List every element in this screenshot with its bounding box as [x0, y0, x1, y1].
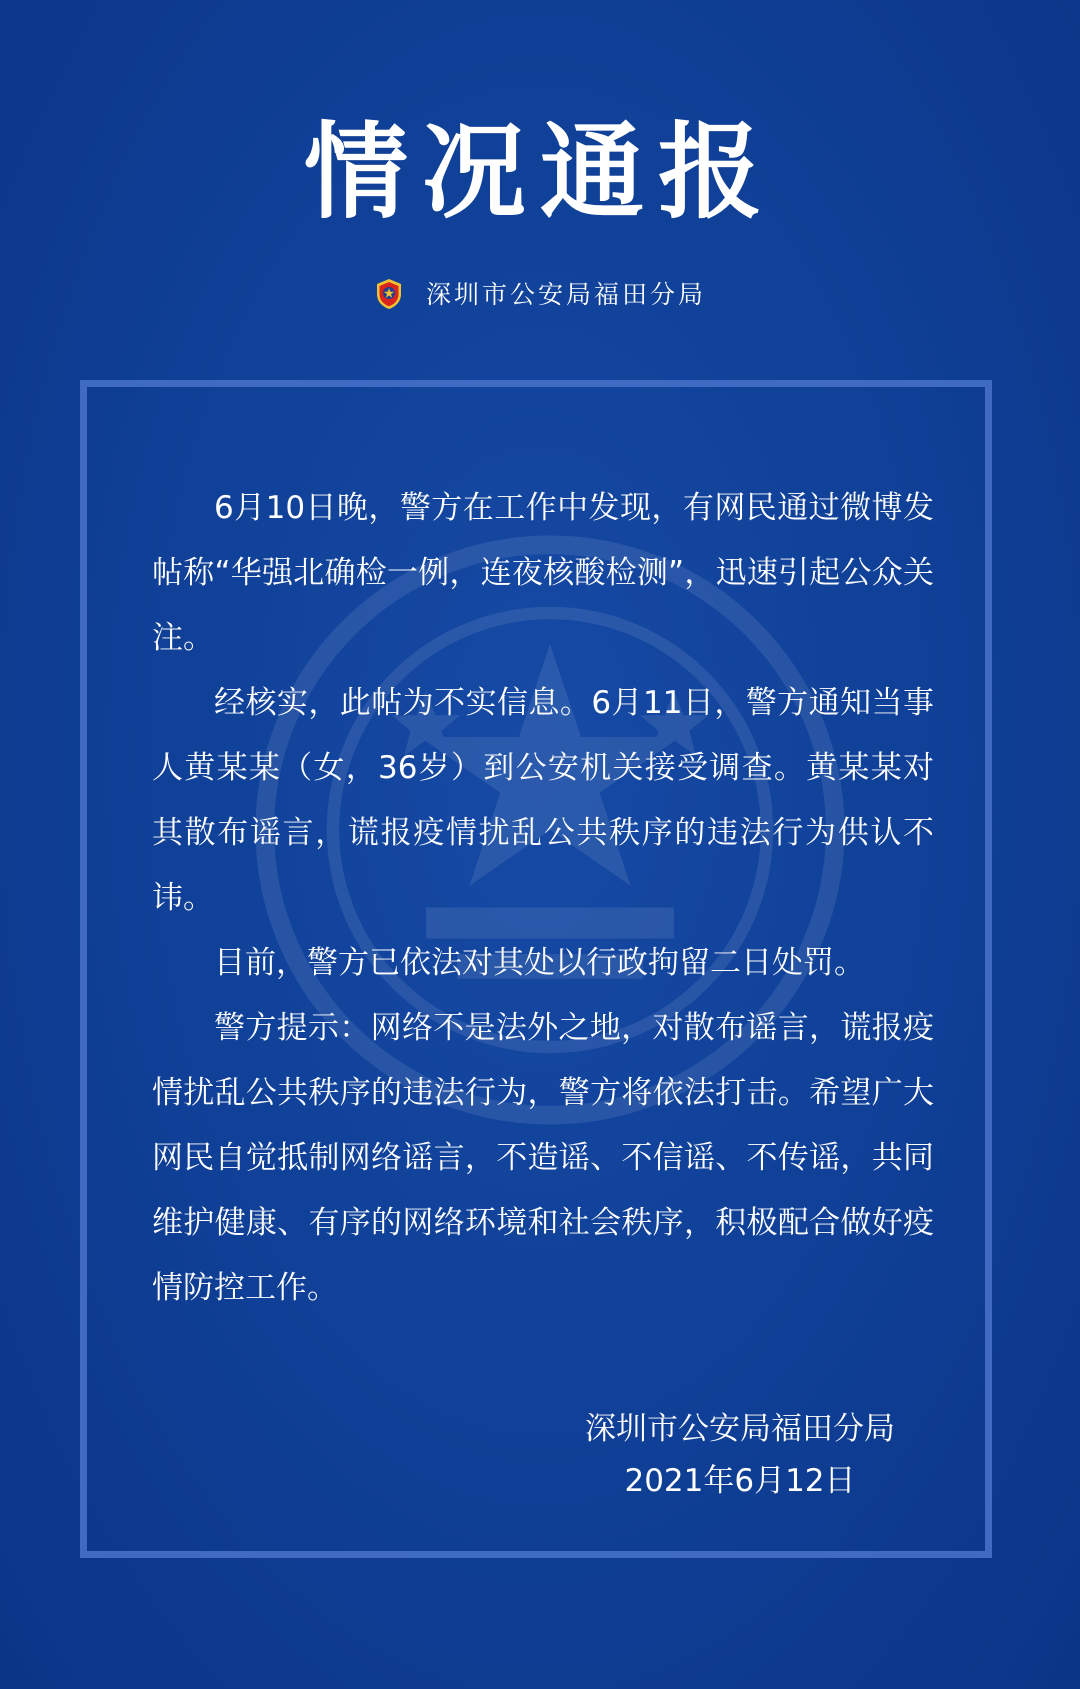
signature-block	[540, 1403, 940, 1507]
paragraph-2: 经核实，此帖为不实信息。6月11日，警方通知当事人黄某某（女，36岁）到公安机关接受调查。黄某某对其散布谣言，谎报疫情扰乱公共秩序的违法行为供认不讳。	[152, 685, 934, 916]
signature-date: 2021年6月12日	[624, 1463, 856, 1499]
signature-organization: 深圳市公安局福田分局	[585, 1411, 895, 1447]
notice-body	[152, 476, 934, 1321]
paragraph-3: 目前，警方已依法对其处以行政拘留二日处罚。	[214, 945, 865, 981]
paragraph-1: 6月10日晚，警方在工作中发现，有网民通过微博发帖称“华强北确检一例，连夜核酸检测”，迅速引起公众关注。	[152, 490, 934, 656]
issuer-name: 深圳市公安局福田分局	[425, 279, 706, 309]
police-emblem-icon	[374, 278, 404, 310]
issuer-header	[0, 278, 1080, 310]
paragraph-4: 警方提示：网络不是法外之地，对散布谣言，谎报疫情扰乱公共秩序的违法行为，警方将依法打击。希望广大网民自觉抵制网络谣言，不造谣、不信谣、不传谣，共同维护健康、有序的网络环境和社会秩序，积极配合做好疫情防控工作。	[152, 1010, 934, 1306]
notice-title: 情况通报	[303, 110, 776, 233]
